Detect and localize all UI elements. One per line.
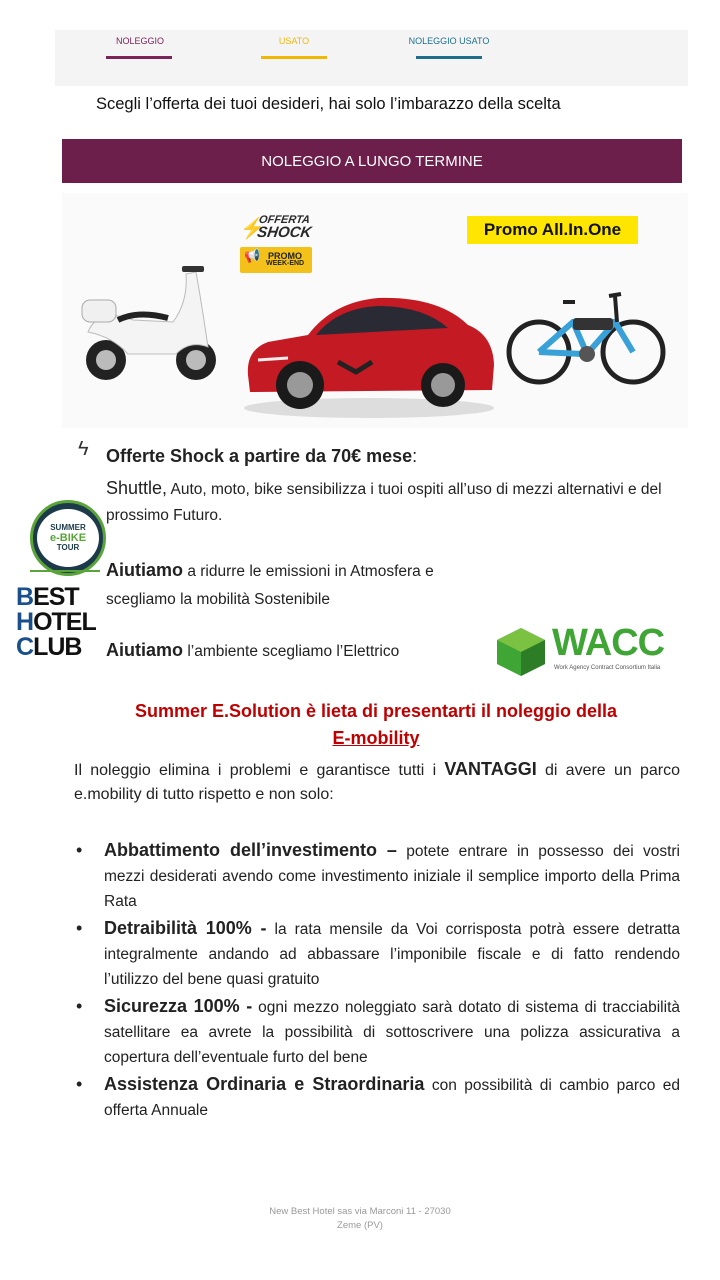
offers-headline: Offerte Shock a partire da 70€ mese xyxy=(106,446,413,466)
bullet-text: potete entrare in possesso dei vostri mezzi desiderati avendo come investimento iniziale il semplice importo della Prima Rata xyxy=(104,843,680,910)
section-title: NOLEGGIO A LUNGO TERMINE xyxy=(261,152,483,170)
bhc-word-est: EST xyxy=(33,583,79,611)
promo-line1: PROMO xyxy=(268,251,303,261)
presentation-line1: Summer E.Solution è lieta di presentarti il noleggio della xyxy=(134,701,618,721)
bullet-title: Abbattimento dell’investimento – xyxy=(104,840,397,860)
footer-address xyxy=(250,1205,470,1233)
help2-text: l’ambiente scegliamo l’Elettrico xyxy=(183,643,400,660)
help2-bold: Aiutiamo xyxy=(106,640,184,660)
intro-paragraph xyxy=(74,757,680,807)
promo-weekend-badge xyxy=(240,247,312,273)
help1-bold: Aiutiamo xyxy=(106,560,184,580)
summer-logo-line3: TOUR xyxy=(56,543,80,552)
list-item xyxy=(74,838,680,914)
footer-line1: New Best Hotel sas via Marconi 11 - 27030 xyxy=(269,1206,451,1217)
bullet-dot: • xyxy=(76,996,83,1016)
best-hotel-club-logo xyxy=(16,585,100,660)
bullet-dot: • xyxy=(76,1074,83,1094)
list-item xyxy=(74,994,680,1070)
list-item xyxy=(74,1072,680,1123)
bullet-text: ogni mezzo noleggiato sarà dotato di sistema di tracciabilità satellitare ea avrete la possibilità di sottoscrivere una polizza assicurativa a copertura dell’eventuale furto del bene xyxy=(104,999,680,1066)
summer-logo-line1: SUMMER xyxy=(50,523,86,532)
intro-text: Scegli l’offerta dei tuoi desideri, hai solo l’imbarazzo della scelta xyxy=(96,95,561,113)
nav-underline-noleggio xyxy=(106,56,172,59)
wacc-name: WACC xyxy=(552,622,665,664)
scooter-image xyxy=(78,262,228,387)
wacc-cube-icon xyxy=(495,626,547,678)
list-item xyxy=(74,916,680,992)
paragraph-bold: VANTAGGI xyxy=(444,759,537,779)
bullet-dot: • xyxy=(76,840,83,860)
advantages-list xyxy=(74,838,680,1125)
offers-shuttle: Shuttle, xyxy=(106,478,168,498)
paragraph-pre: Il noleggio elimina i problemi e garantisce tutti i xyxy=(74,762,445,779)
wacc-subtitle: Work Agency Contract Consortium Italia xyxy=(554,665,661,671)
lightning-icon: ⚡ xyxy=(240,218,265,240)
bullet-title: Detraibilità 100% - xyxy=(104,918,267,938)
summer-logo-line2: e-BIKE xyxy=(49,532,87,544)
paragraph-post: di avere un parco e.mobility di tutto rispetto e non solo: xyxy=(74,762,681,803)
bullet-title: Assistenza Ordinaria e Straordinaria xyxy=(104,1074,425,1094)
megaphone-icon: 📢 xyxy=(244,248,261,263)
promo-line2: WEEK-END xyxy=(266,260,305,267)
bhc-word-otel: OTEL xyxy=(33,608,96,636)
promo-allinone-label: Promo All.In.One xyxy=(467,216,638,244)
bullet-text: la rata mensile da Voi corrisposta potrà essere detratta integralmente andando ad abbassare l’imponibile fiscale e di fatto rendendo l’utilizzo del bene quasi gratuito xyxy=(104,921,680,988)
nav-tab-usato[interactable]: USATO xyxy=(278,36,310,46)
section-title-band xyxy=(62,139,682,183)
bhc-word-lub: LUB xyxy=(33,633,82,661)
summer-ebike-tour-logo xyxy=(30,500,106,576)
logo-divider xyxy=(30,570,100,572)
presentation-line2: E-mobility xyxy=(332,728,420,748)
presentation-headline xyxy=(70,698,682,752)
nav-tab-noleggio[interactable]: NOLEGGIO xyxy=(115,36,164,46)
nav-underline-noleggio-usato xyxy=(416,56,482,59)
bullet-title: Sicurezza 100% - xyxy=(104,996,253,1016)
bhc-letter-c: C xyxy=(16,633,34,661)
lightning-outline-icon: ϟ xyxy=(78,438,89,460)
nav-tab-noleggio-usato[interactable]: NOLEGGIO USATO xyxy=(408,36,490,46)
car-image xyxy=(238,280,500,420)
shock-line1: OFFERTA xyxy=(258,214,311,226)
footer-line2: Zeme (PV) xyxy=(337,1220,383,1231)
bhc-letter-h: H xyxy=(16,608,34,636)
bullet-dot: • xyxy=(76,918,83,938)
bhc-letter-b: B xyxy=(16,583,34,611)
offers-headline-colon: : xyxy=(412,446,418,466)
nav-underline-usato xyxy=(261,56,327,59)
shock-line2: SHOCK xyxy=(256,224,313,241)
help1-text: a ridurre le emissioni in Atmosfera e scegliamo la mobilità Sostenibile xyxy=(106,563,434,608)
ebike-image xyxy=(505,282,670,392)
offers-shuttle-text: Auto, moto, bike sensibilizza i tuoi ospiti all’uso di mezzi alternativi e del prossimo Futuro. xyxy=(106,481,662,524)
bullet-text: con possibilità di cambio parco ed offerta Annuale xyxy=(104,1077,680,1119)
